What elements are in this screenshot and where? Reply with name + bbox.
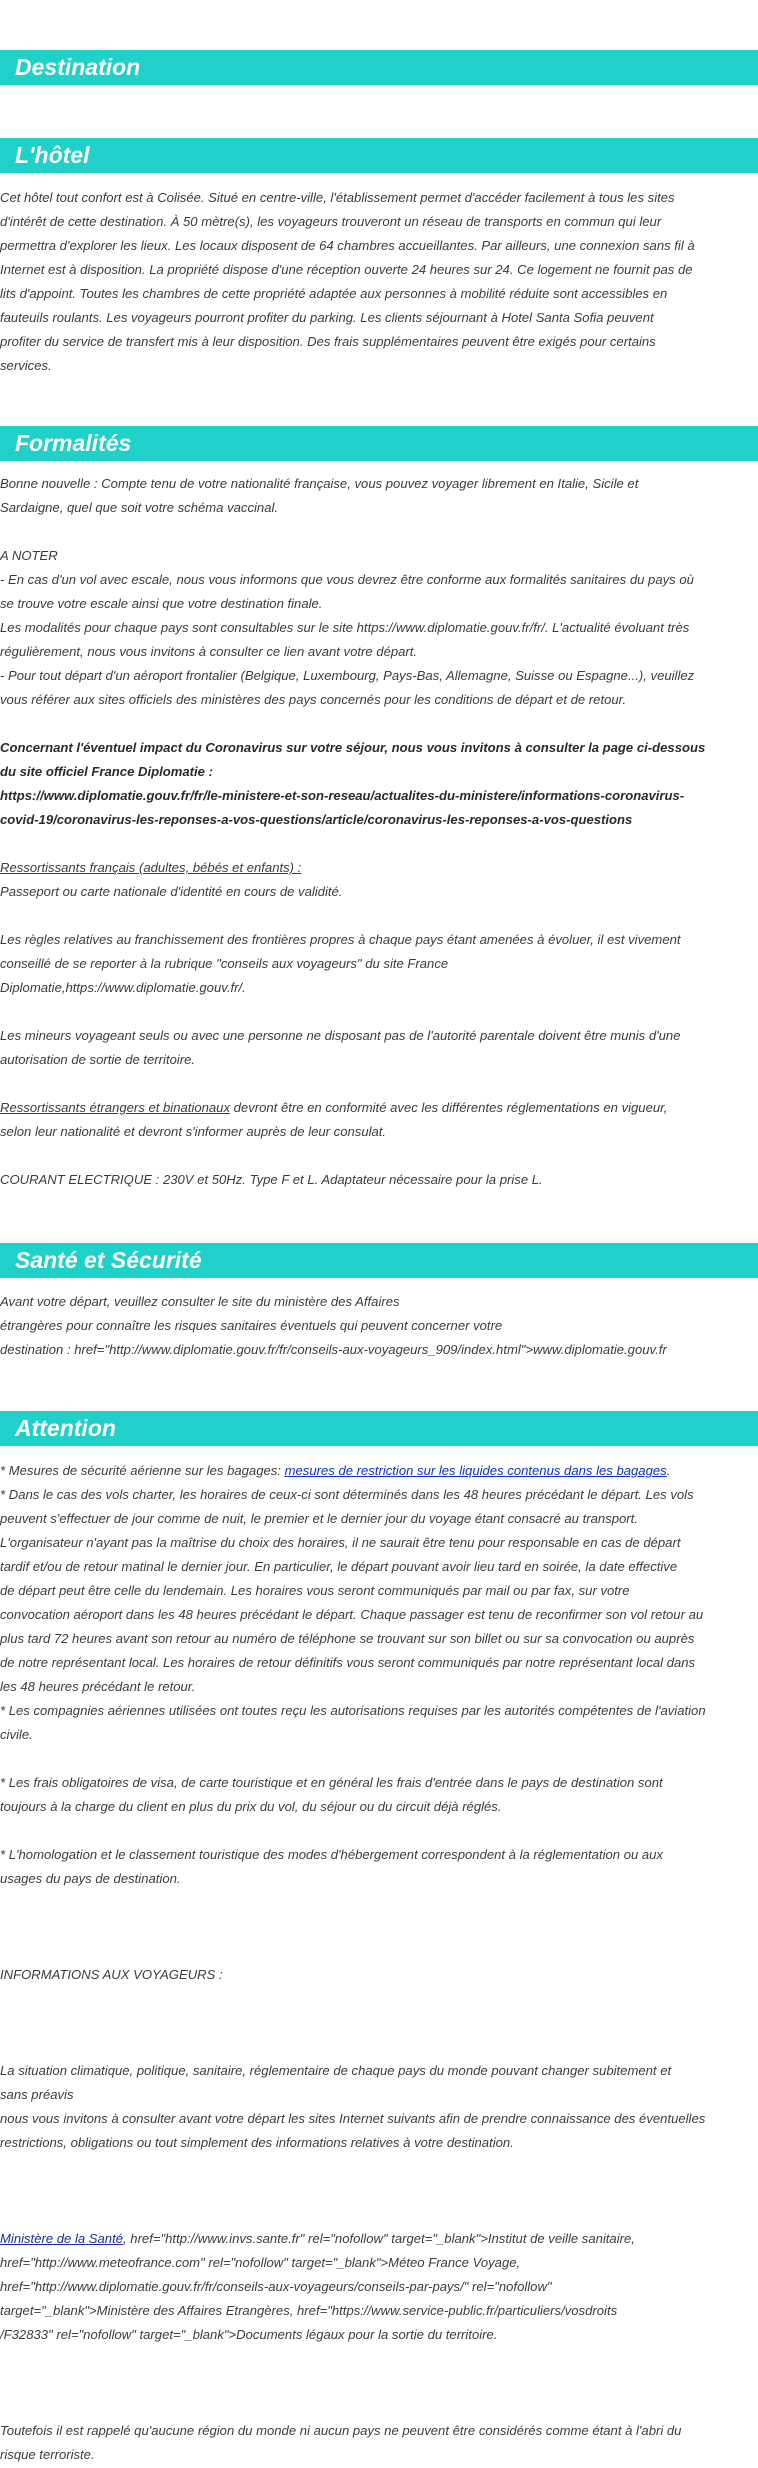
text-line: Les mineurs voyageant seuls ou avec une personne ne disposant pas de l'autorité parentale doivent être munis d'une <box>0 1028 681 1043</box>
text-line: du site officiel France Diplomatie : <box>0 764 213 779</box>
text-line: Internet est à disposition. La propriété dispose d'une réception ouverte 24 heures sur 24. Ce logement ne fournit pas de <box>0 262 693 277</box>
text-line: civile. <box>0 1727 33 1742</box>
text-line: Bonne nouvelle : Compte tenu de votre nationalité française, vous pouvez voyager librement en Italie, Sicile et <box>0 476 639 491</box>
text-line: nous vous invitons à consulter avant votre départ les sites Internet suivants afin de prendre connaissance des éventuelles <box>0 2111 706 2126</box>
text-line: https://www.diplomatie.gouv.fr/fr/le-ministere-et-son-reseau/actualites-du-ministere/informations-coronavirus- <box>0 788 685 803</box>
text-line <box>0 1096 758 1120</box>
destination-banner <box>0 50 758 85</box>
text-line: COURANT ELECTRIQUE : 230V et 50Hz. Type F et L. Adaptateur nécessaire pour la prise L. <box>0 1172 543 1187</box>
text-line: plus tard 72 heures avant son retour au numéro de téléphone se trouvant sur son billet ou sur sa convocation ou auprès <box>0 1631 695 1646</box>
sante-text <box>0 1290 758 1362</box>
ressortissants-etrangers-text: devront être en conformité avec les différentes réglementations en vigueur, <box>230 1100 668 1115</box>
text-line: Toutefois il est rappelé qu'aucune région du monde ni aucun pays ne peuvent être considérés comme étant à l'abri du <box>0 2423 682 2438</box>
text-line: fauteuils roulants. Les voyageurs pourront profiter du parking. Les clients séjournant à Hotel Santa Sofia peuvent <box>0 310 654 325</box>
text-line: target="_blank">Ministère des Affaires Etrangères, href="https://www.service-public.fr/particuliers/vosdroits <box>0 2303 618 2318</box>
text-line: Les modalités pour chaque pays sont consultables sur le site https://www.diplomatie.gouv.fr/fr/. L'actualité évoluant très <box>0 620 690 635</box>
ressortissants-etrangers-heading: Ressortissants étrangers et binationaux <box>0 1100 230 1115</box>
text-line: usages du pays de destination. <box>0 1871 181 1886</box>
text-line: les 48 heures précédant le retour. <box>0 1679 196 1694</box>
homologation-notice <box>0 1843 758 1891</box>
text-line: href="http://www.diplomatie.gouv.fr/fr/conseils-aux-voyageurs/conseils-par-pays/" rel="nofollow" <box>0 2279 552 2294</box>
terrorisme-notice <box>0 2419 758 2467</box>
text-line: La situation climatique, politique, sanitaire, réglementaire de chaque pays du monde pouvant changer subitement et <box>0 2063 672 2078</box>
text-line: risque terroriste. <box>0 2447 95 2462</box>
formalites-title: Formalités <box>15 430 132 456</box>
situation-notice <box>0 2059 758 2155</box>
regles-frontieres <box>0 928 758 1000</box>
text-line: étrangères pour connaître les risques sanitaires éventuels qui peuvent concerner votre <box>0 1318 503 1333</box>
text-line: Les règles relatives au franchissement des frontières propres à chaque pays étant amenées à évoluer, il est vivement <box>0 932 681 947</box>
text-line: Avant votre départ, veuillez consulter le site du ministère des Affaires <box>0 1294 400 1309</box>
text-line: autorisation de sortie de territoire. <box>0 1052 196 1067</box>
ressortissants-etrangers <box>0 1096 758 1144</box>
text-line: INFORMATIONS AUX VOYAGEURS : <box>0 1967 223 1982</box>
coronavirus-notice <box>0 736 758 832</box>
frais-notice <box>0 1771 758 1819</box>
text-line: régulièrement, nous vous invitons à consulter ce lien avant votre départ. <box>0 644 418 659</box>
sante-title: Santé et Sécurité <box>15 1247 202 1273</box>
text-line: * Mesures de sécurité aérienne sur les bagages: mesures de restriction sur les liquides contenus dans les bagages. <box>0 1463 671 1478</box>
liquides-restriction-link[interactable]: mesures de restriction sur les liquides contenus dans les bagages <box>284 1463 667 1478</box>
text-line: selon leur nationalité et devront s'informer auprès de leur consulat. <box>0 1124 387 1139</box>
text-line: /F32833" rel="nofollow" target="_blank">Documents légaux pour la sortie du territoire. <box>0 2327 498 2342</box>
attention-banner <box>0 1411 758 1446</box>
courant-electrique <box>0 1168 758 1192</box>
text-line: conseillé de se reporter à la rubrique "conseils aux voyageurs" du site France <box>0 956 449 971</box>
attention-title: Attention <box>15 1415 116 1441</box>
text-line: lits d'appoint. Toutes les chambres de cette propriété adaptée aux personnes à mobilité réduite sont accessibles en <box>0 286 668 301</box>
text-line: peuvent s'effectuer de jour comme de nuit, le premier et le dernier jour du voyage étant consacré au transport. <box>0 1511 638 1526</box>
text-line: * Les compagnies aériennes utilisées ont toutes reçu les autorisations requises par les autorités compétentes de l'aviation <box>0 1703 706 1718</box>
text-line: - En cas d'un vol avec escale, nous vous informons que vous devrez être conforme aux formalités sanitaires du pays où <box>0 572 694 587</box>
a-noter-block <box>0 544 758 712</box>
text-line: profiter du service de transfert mis à leur disposition. Des frais supplémentaires peuvent être exigés pour certains <box>0 334 656 349</box>
sante-banner <box>0 1243 758 1278</box>
formalites-banner <box>0 426 758 461</box>
ressortissants-francais-heading: Ressortissants français (adultes, bébés et enfants) : <box>0 860 302 875</box>
text-line: * L'homologation et le classement touristique des modes d'hébergement correspondent à la réglementation ou aux <box>0 1847 664 1862</box>
ministere-sante-link[interactable]: Ministère de la Santé <box>0 2231 124 2246</box>
text-line: de départ peut être celle du lendemain. Les horaires vous seront communiqués par mail ou par fax, sur votre <box>0 1583 630 1598</box>
text-line: destination : href="http://www.diplomatie.gouv.fr/fr/conseils-aux-voyageurs_909/index.html">www.diplomatie.gouv.fr <box>0 1342 667 1357</box>
text-line: services. <box>0 358 52 373</box>
text-line: A NOTER <box>0 548 58 563</box>
hotel-description <box>0 186 758 378</box>
text-line: permettra d'explorer les lieux. Les locaux disposent de 64 chambres accueillantes. Par ailleurs, une connexion sans fil à <box>0 238 695 253</box>
text-line: Concernant l'éventuel impact du Coronavirus sur votre séjour, nous vous invitons à consulter la page ci-dessous <box>0 740 706 755</box>
destination-title: Destination <box>15 54 141 80</box>
text-line: L'organisateur n'ayant pas la maîtrise du choix des horaires, il ne saurait être tenu pour responsable en cas de départ <box>0 1535 681 1550</box>
text-line: covid-19/coronavirus-les-reponses-a-vos-questions/article/coronavirus-les-reponses-a-vos-questions <box>0 812 633 827</box>
hotel-title: L'hôtel <box>15 142 90 168</box>
text-line: se trouve votre escale ainsi que votre destination finale. <box>0 596 323 611</box>
text-line: Sardaigne, quel que soit votre schéma vaccinal. <box>0 500 279 515</box>
text-line: tardif et/ou de retour matinal le dernier jour. En particulier, le départ pouvant avoir lieu tard en soirée, la date effective <box>0 1559 678 1574</box>
text-line: vous référer aux sites officiels des ministères des pays concernés pour les conditions de départ et de retour. <box>0 692 627 707</box>
hotel-banner <box>0 138 758 173</box>
formalites-intro <box>0 472 758 520</box>
ressortissants-francais <box>0 856 758 904</box>
attention-text <box>0 1459 758 1747</box>
useful-links <box>0 2227 758 2347</box>
infos-voyageurs <box>0 1963 758 1987</box>
text-line: * Les frais obligatoires de visa, de carte touristique et en général les frais d'entrée dans le pays de destination sont <box>0 1775 663 1790</box>
text-line: sans préavis <box>0 2087 74 2102</box>
text-line: - Pour tout départ d'un aéroport frontalier (Belgique, Luxembourg, Pays-Bas, Allemagne, Suisse ou Espagne...), veuillez <box>0 668 695 683</box>
text-line: de notre représentant local. Les horaires de retour définitifs vous seront communiqués par notre représentant local dans <box>0 1655 696 1670</box>
text-line: convocation aéroport dans les 48 heures précédant le départ. Chaque passager est tenu de reconfirmer son vol retour au <box>0 1607 704 1622</box>
text-line: d'intérêt de cette destination. À 50 mètre(s), les voyageurs trouveront un réseau de transports en commun qui leur <box>0 214 662 229</box>
text-line: Passeport ou carte nationale d'identité en cours de validité. <box>0 884 343 899</box>
text-line: Ministère de la Santé, href="http://www.invs.sante.fr" rel="nofollow" target="_blank">Institut de veille sanitaire, <box>0 2231 635 2246</box>
text-line: Cet hôtel tout confort est à Colisée. Situé en centre-ville, l'établissement permet d'accéder facilement à tous les sites <box>0 190 675 205</box>
text-line: Diplomatie,https://www.diplomatie.gouv.fr/. <box>0 980 246 995</box>
text-line: href="http://www.meteofrance.com" rel="nofollow" target="_blank">Méteo France Voyage, <box>0 2255 521 2270</box>
text-line: restrictions, obligations ou tout simplement des informations relatives à votre destination. <box>0 2135 514 2150</box>
text-line: * Dans le cas des vols charter, les horaires de ceux-ci sont déterminés dans les 48 heures précédant le départ. Les vols <box>0 1487 694 1502</box>
text-line: toujours à la charge du client en plus du prix du vol, du séjour ou du circuit déjà réglés. <box>0 1799 502 1814</box>
mineurs-notice <box>0 1024 758 1072</box>
